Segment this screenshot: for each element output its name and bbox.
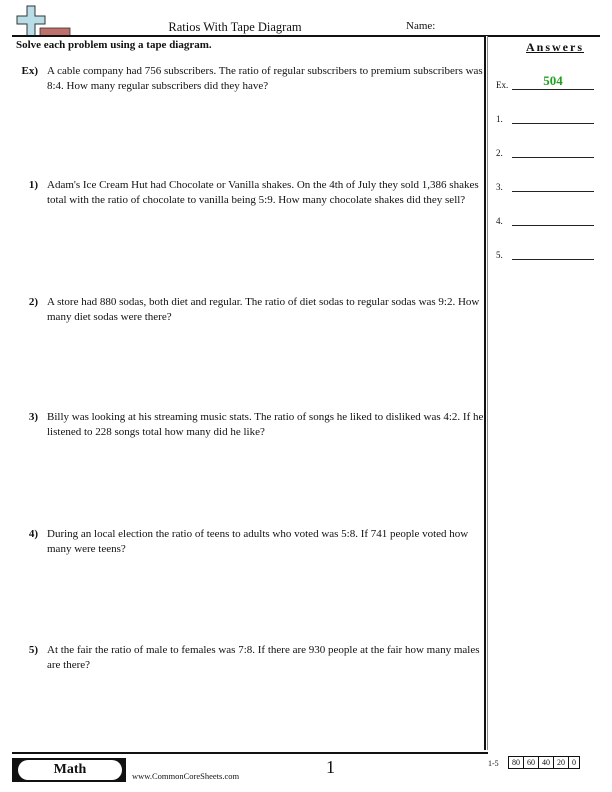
header-divider bbox=[12, 35, 600, 37]
problem-number: 2) bbox=[28, 296, 38, 308]
problem-number: 4) bbox=[28, 528, 38, 540]
answer-label: 3. bbox=[496, 182, 503, 192]
score-cell: 60 bbox=[524, 757, 539, 769]
answer-label: 1. bbox=[496, 114, 503, 124]
problem-text: During an local election the ratio of teens to adults who voted was 5:8. If 741 people voted how many were teens? bbox=[47, 528, 469, 555]
answer-line[interactable] bbox=[512, 225, 594, 226]
answer-line[interactable] bbox=[512, 157, 594, 158]
subject-label: Math bbox=[18, 760, 122, 780]
problem-number: 5) bbox=[28, 644, 38, 656]
page-number: 1 bbox=[326, 757, 335, 777]
answers-heading: Answers bbox=[526, 40, 584, 54]
score-range-label: 1-5 bbox=[488, 759, 499, 768]
answer-row-1[interactable] bbox=[496, 108, 596, 124]
instructions: Solve each problem using a tape diagram. bbox=[16, 39, 212, 51]
answer-row-example bbox=[496, 74, 596, 90]
answer-line bbox=[512, 89, 594, 90]
score-cell: 80 bbox=[509, 757, 524, 769]
answer-line[interactable] bbox=[512, 123, 594, 124]
worksheet-title: Ratios With Tape Diagram bbox=[168, 20, 302, 34]
footer-divider bbox=[12, 752, 488, 754]
problem-text: A store had 880 sodas, both diet and regular. The ratio of diet sodas to regular sodas was 9:2. How many diet sodas were there? bbox=[47, 296, 480, 323]
score-cell: 40 bbox=[539, 757, 554, 769]
answer-line[interactable] bbox=[512, 259, 594, 260]
problem-number: Ex) bbox=[21, 65, 38, 77]
score-cell: 0 bbox=[569, 757, 580, 769]
problem-text: Adam's Ice Cream Hut had Chocolate or Vanilla shakes. On the 4th of July they sold 1,386 shakes total with the ratio of chocolate to vanilla being 5:9. How many chocolate shakes did they sell? bbox=[47, 179, 479, 206]
score-cell: 20 bbox=[554, 757, 569, 769]
answer-value: 504 bbox=[543, 73, 563, 88]
problem-text: At the fair the ratio of male to females was 7:8. If there are 930 people at the fair how many males are there? bbox=[47, 644, 480, 671]
answer-row-5[interactable] bbox=[496, 244, 596, 260]
answer-label: 2. bbox=[496, 148, 503, 158]
problem-text: A cable company had 756 subscribers. The ratio of regular subscribers to premium subscribers was 8:4. How many regular subscribers did they have? bbox=[47, 65, 483, 92]
answer-row-2[interactable] bbox=[496, 142, 596, 158]
problem-number: 1) bbox=[28, 179, 38, 191]
problem-text: Billy was looking at his streaming music stats. The ratio of songs he liked to disliked was 4:2. If he listened to 228 songs total how many did he like? bbox=[47, 411, 484, 438]
problem-number: 3) bbox=[28, 411, 38, 423]
site-url: www.CommonCoreSheets.com bbox=[132, 771, 240, 781]
answer-row-3[interactable] bbox=[496, 176, 596, 192]
answer-label: 4. bbox=[496, 216, 503, 226]
answer-column-divider bbox=[484, 36, 488, 750]
answer-label: 5. bbox=[496, 250, 503, 260]
answer-line[interactable] bbox=[512, 191, 594, 192]
name-field-label: Name: bbox=[406, 20, 436, 32]
score-table bbox=[508, 756, 580, 769]
answer-label: Ex. bbox=[496, 80, 509, 90]
answer-row-4[interactable] bbox=[496, 210, 596, 226]
